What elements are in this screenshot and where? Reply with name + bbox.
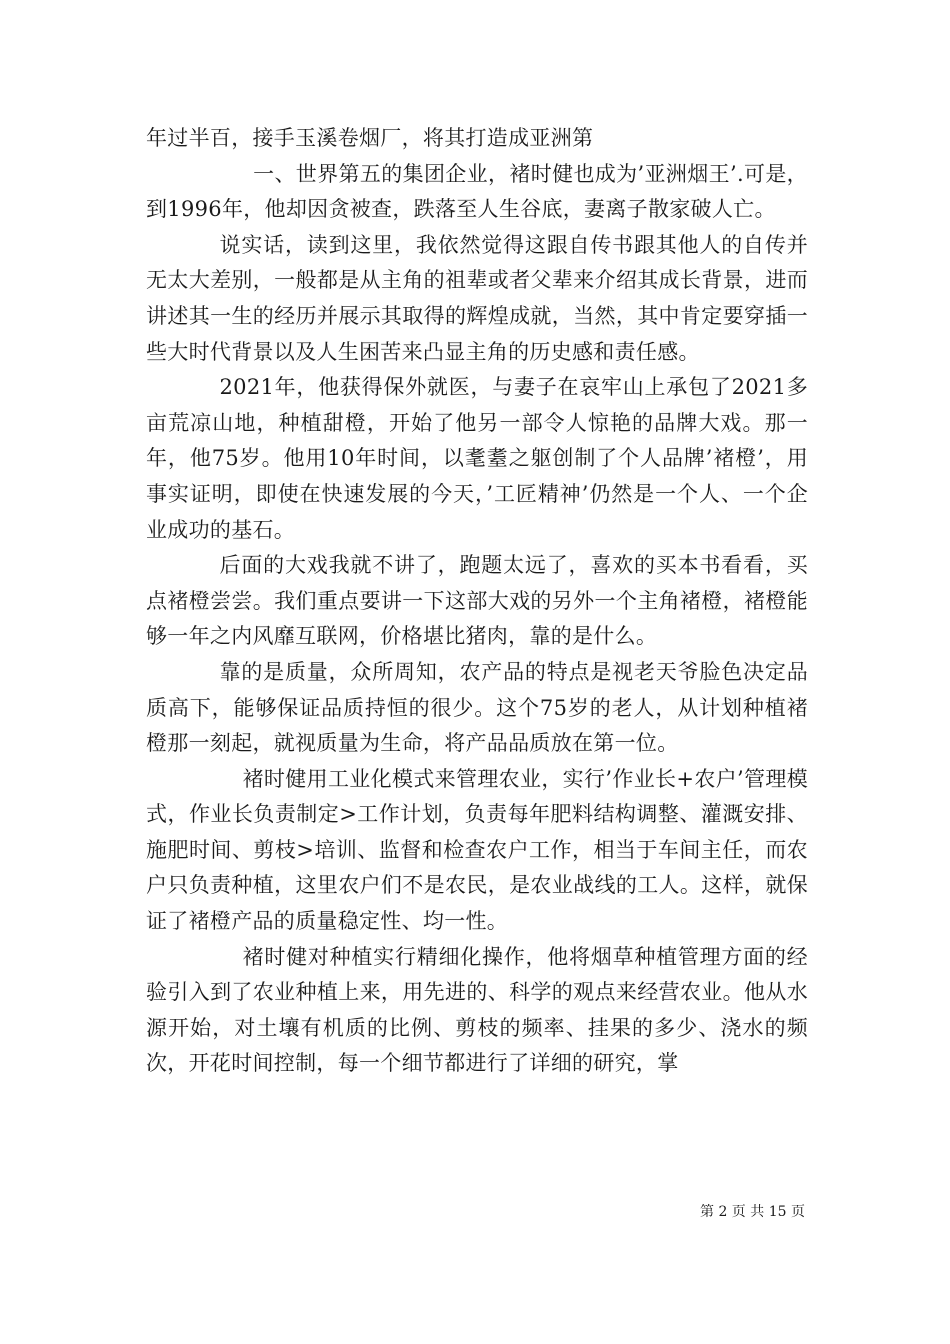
paragraph: 褚时健对种植实行精细化操作，他将烟草种植管理方面的经验引入到了农业种植上来，用先进的、科学的观点来经营农业。他从水源开始，对土壤有机质的比例、剪枝的频率、挂果的多少、浇水的频次，开花时间控制，每一个细节都进行了详细的研究，掌: [146, 944, 808, 1076]
document-body: [146, 121, 808, 1082]
paragraph: 后面的大戏我就不讲了，跑题太远了，喜欢的买本书看看，买点褚橙尝尝。我们重点要讲一下这部大戏的另外一个主角褚橙，褚橙能够一年之内风靡互联网，价格堪比猪肉，靠的是什么。: [146, 553, 808, 649]
paragraph: 靠的是质量，众所周知，农产品的特点是视老天爷脸色决定品质高下，能够保证品质持恒的很少。这个75岁的老人，从计划种植褚橙那一刻起，就视质量为生命，将产品品质放在第一位。: [146, 659, 808, 756]
paragraph: 年过半百，接手玉溪卷烟厂，将其打造成亚洲第: [146, 126, 594, 150]
paragraph: 一、世界第五的集团企业，褚时健也成为’亚洲烟王’.可是，到1996年，他却因贪被查，跌落至人生谷底，妻离子散家破人亡。: [146, 161, 808, 222]
page-number-footer: 第 2 页 共 15 页: [700, 1204, 805, 1220]
paragraph: 2021年，他获得保外就医，与妻子在哀牢山上承包了2021多亩荒凉山地，种植甜橙，开始了他另一部令人惊艳的品牌大戏。那一年，他75岁。他用10年时间，以耄耋之躯创制了个人品牌’褚橙’，用事实证明，即使在快速发展的今天，’工匠精神’仍然是一个人、一个企业成功的基石。: [146, 375, 808, 542]
paragraph: 说实话，读到这里，我依然觉得这跟自传书跟其他人的自传并无太大差别，一般都是从主角的祖辈或者父辈来介绍其成长背景，进而讲述其一生的经历并展示其取得的辉煌成就，当然，其中肯定要穿插一些大时代背景以及人生困苦来凸显主角的历史感和责任感。: [146, 232, 808, 364]
paragraph: 褚时健用工业化模式来管理农业，实行’作业长+农户’管理模式，作业长负责制定>工作计划，负责每年肥料结构调整、灌溉安排、施肥时间、剪枝>培训、监督和检查农户工作，相当于车间主任，而农户只负责种植，这里农户们不是农民，是农业战线的工人。这样，就保证了褚橙产品的质量稳定性、均一性。: [146, 766, 808, 934]
